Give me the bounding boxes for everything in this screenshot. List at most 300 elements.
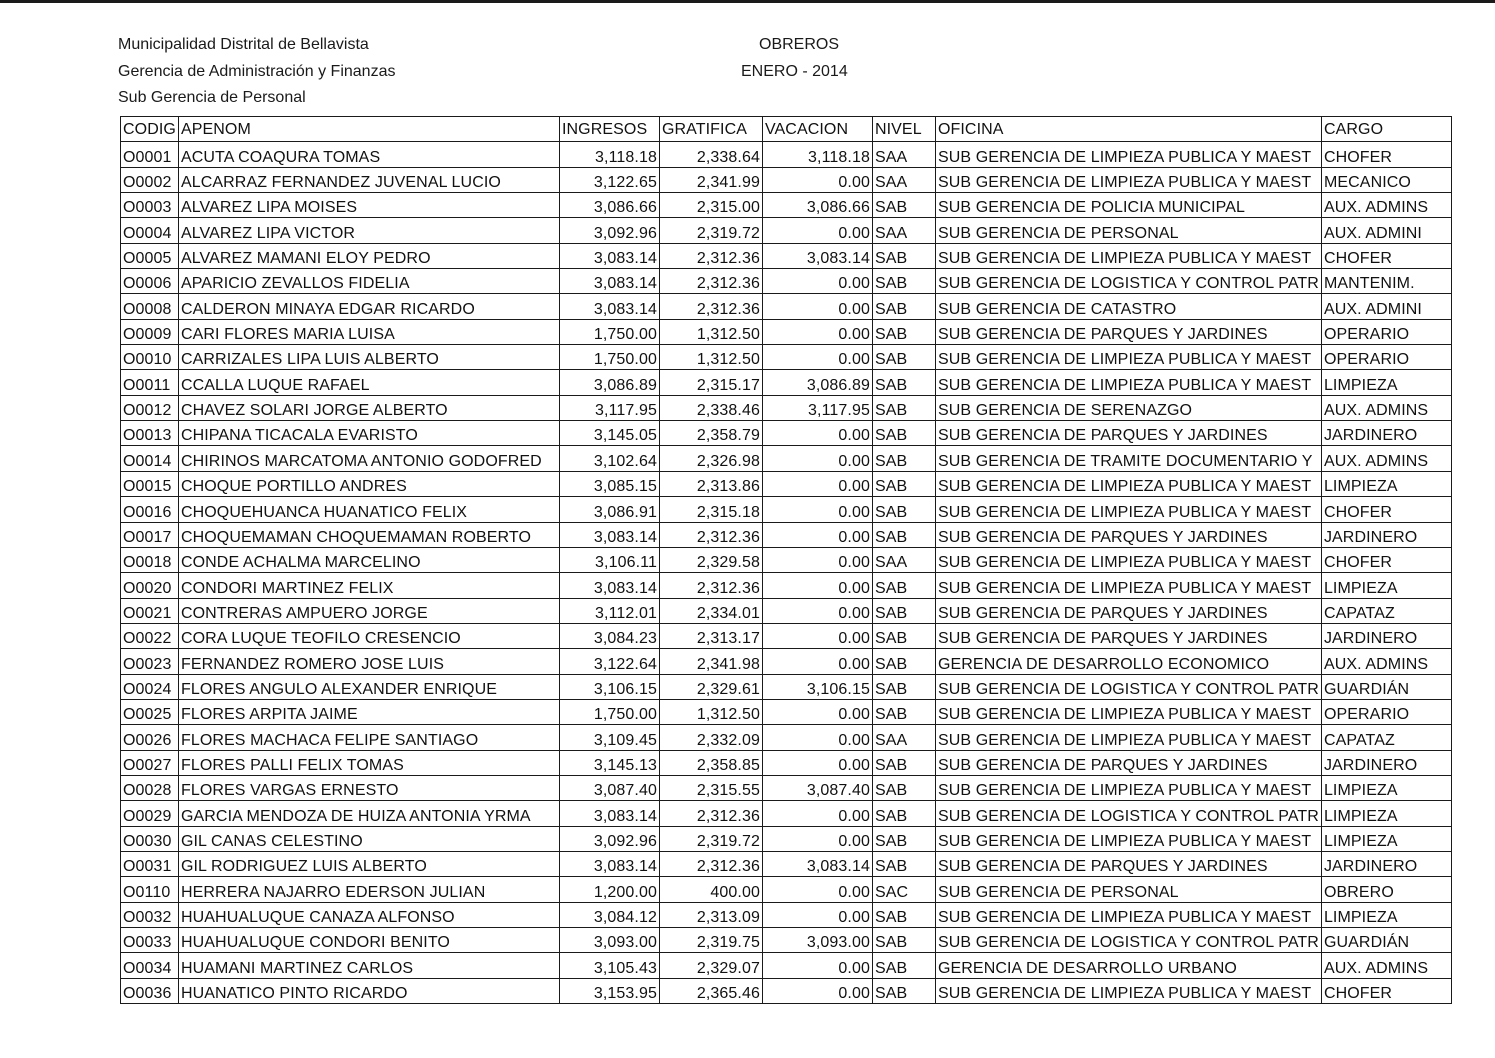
table-row <box>121 978 1452 1003</box>
cell-gratifica: 2,312.36 <box>659 573 762 598</box>
cell-gratifica: 2,312.36 <box>659 243 762 268</box>
cell-nivel: SAB <box>872 395 935 420</box>
cell-gratifica: 2,312.36 <box>659 522 762 547</box>
cell-gratifica: 2,313.17 <box>659 623 762 648</box>
cell-vacacion: 0.00 <box>762 902 872 927</box>
cell-apenom: ALVAREZ LIPA MOISES <box>178 193 559 218</box>
cell-ingresos: 3,086.89 <box>559 370 659 395</box>
cell-oficina: SUB GERENCIA DE LIMPIEZA PUBLICA Y MAEST <box>935 167 1321 192</box>
cell-nivel: SAB <box>872 801 935 826</box>
cell-nivel: SAB <box>872 370 935 395</box>
cell-codig: O0013 <box>121 421 179 446</box>
table-row <box>121 497 1452 522</box>
cell-nivel: SAB <box>872 193 935 218</box>
cell-ingresos: 1,200.00 <box>559 877 659 902</box>
cell-cargo: OBRERO <box>1321 877 1451 902</box>
cell-codig: O0016 <box>121 497 179 522</box>
cell-oficina: SUB GERENCIA DE LIMPIEZA PUBLICA Y MAEST <box>935 826 1321 851</box>
cell-cargo: JARDINERO <box>1321 623 1451 648</box>
cell-gratifica: 2,313.09 <box>659 902 762 927</box>
cell-nivel: SAB <box>872 573 935 598</box>
cell-cargo: AUX. ADMINI <box>1321 218 1451 243</box>
cell-gratifica: 2,319.72 <box>659 826 762 851</box>
cell-codig: O0012 <box>121 395 179 420</box>
cell-cargo: MANTENIM. <box>1321 269 1451 294</box>
cell-codig: O0018 <box>121 547 179 572</box>
cell-nivel: SAB <box>872 623 935 648</box>
cell-ingresos: 3,145.05 <box>559 421 659 446</box>
table-row <box>121 902 1452 927</box>
cell-codig: O0008 <box>121 294 179 319</box>
cell-codig: O0036 <box>121 978 179 1003</box>
cell-nivel: SAB <box>872 598 935 623</box>
cell-ingresos: 3,083.14 <box>559 851 659 876</box>
cell-nivel: SAB <box>872 345 935 370</box>
cell-apenom: HUAHUALUQUE CONDORI BENITO <box>178 928 559 953</box>
cell-cargo: AUX. ADMINS <box>1321 193 1451 218</box>
table-row <box>121 193 1452 218</box>
cell-nivel: SAA <box>872 218 935 243</box>
cell-cargo: CHOFER <box>1321 978 1451 1003</box>
table-row <box>121 801 1452 826</box>
cell-vacacion: 0.00 <box>762 421 872 446</box>
cell-apenom: HUANATICO PINTO RICARDO <box>178 978 559 1003</box>
cell-ingresos: 3,122.65 <box>559 167 659 192</box>
cell-gratifica: 2,329.07 <box>659 953 762 978</box>
cell-ingresos: 1,750.00 <box>559 319 659 344</box>
cell-oficina: SUB GERENCIA DE PARQUES Y JARDINES <box>935 598 1321 623</box>
cell-codig: O0011 <box>121 370 179 395</box>
cell-cargo: MECANICO <box>1321 167 1451 192</box>
cell-apenom: ALCARRAZ FERNANDEZ JUVENAL LUCIO <box>178 167 559 192</box>
column-header-vacacion: VACACION <box>762 117 872 142</box>
cell-gratifica: 2,358.85 <box>659 750 762 775</box>
column-header-oficina: OFICINA <box>935 117 1321 142</box>
cell-cargo: CHOFER <box>1321 243 1451 268</box>
report-period: ENERO - 2014 <box>741 63 848 80</box>
cell-codig: O0027 <box>121 750 179 775</box>
cell-vacacion: 3,086.89 <box>762 370 872 395</box>
cell-codig: O0024 <box>121 674 179 699</box>
cell-oficina: SUB GERENCIA DE LIMPIEZA PUBLICA Y MAEST <box>935 775 1321 800</box>
cell-codig: O0001 <box>121 142 179 167</box>
cell-apenom: CORA LUQUE TEOFILO CRESENCIO <box>178 623 559 648</box>
cell-apenom: GARCIA MENDOZA DE HUIZA ANTONIA YRMA <box>178 801 559 826</box>
cell-ingresos: 3,083.14 <box>559 801 659 826</box>
cell-vacacion: 0.00 <box>762 446 872 471</box>
cell-vacacion: 0.00 <box>762 319 872 344</box>
cell-codig: O0028 <box>121 775 179 800</box>
cell-ingresos: 3,083.14 <box>559 522 659 547</box>
cell-codig: O0021 <box>121 598 179 623</box>
table-row <box>121 573 1452 598</box>
cell-nivel: SAB <box>872 928 935 953</box>
cell-codig: O0034 <box>121 953 179 978</box>
cell-codig: O0014 <box>121 446 179 471</box>
cell-apenom: GIL CANAS CELESTINO <box>178 826 559 851</box>
cell-oficina: SUB GERENCIA DE LOGISTICA Y CONTROL PATR <box>935 269 1321 294</box>
cell-ingresos: 3,092.96 <box>559 826 659 851</box>
cell-nivel: SAB <box>872 649 935 674</box>
cell-codig: O0006 <box>121 269 179 294</box>
cell-oficina: SUB GERENCIA DE TRAMITE DOCUMENTARIO Y <box>935 446 1321 471</box>
cell-oficina: SUB GERENCIA DE LIMPIEZA PUBLICA Y MAEST <box>935 243 1321 268</box>
cell-codig: O0025 <box>121 699 179 724</box>
cell-cargo: JARDINERO <box>1321 522 1451 547</box>
cell-gratifica: 2,312.36 <box>659 294 762 319</box>
cell-nivel: SAC <box>872 877 935 902</box>
table-row <box>121 243 1452 268</box>
cell-ingresos: 3,092.96 <box>559 218 659 243</box>
top-border-line <box>0 0 1495 3</box>
column-header-nivel: NIVEL <box>872 117 935 142</box>
cell-ingresos: 3,086.91 <box>559 497 659 522</box>
cell-nivel: SAB <box>872 699 935 724</box>
table-row <box>121 167 1452 192</box>
cell-cargo: CAPATAZ <box>1321 598 1451 623</box>
cell-apenom: CHOQUE PORTILLO ANDRES <box>178 471 559 496</box>
cell-ingresos: 3,105.43 <box>559 953 659 978</box>
cell-gratifica: 2,334.01 <box>659 598 762 623</box>
table-row <box>121 953 1452 978</box>
cell-cargo: CAPATAZ <box>1321 725 1451 750</box>
cell-codig: O0004 <box>121 218 179 243</box>
cell-cargo: LIMPIEZA <box>1321 471 1451 496</box>
column-header-gratifica: GRATIFICA <box>659 117 762 142</box>
cell-oficina: SUB GERENCIA DE LOGISTICA Y CONTROL PATR <box>935 928 1321 953</box>
cell-codig: O0026 <box>121 725 179 750</box>
cell-gratifica: 2,319.75 <box>659 928 762 953</box>
cell-cargo: LIMPIEZA <box>1321 826 1451 851</box>
cell-gratifica: 1,312.50 <box>659 345 762 370</box>
cell-ingresos: 3,085.15 <box>559 471 659 496</box>
cell-cargo: LIMPIEZA <box>1321 370 1451 395</box>
cell-gratifica: 2,312.36 <box>659 269 762 294</box>
cell-apenom: FLORES ANGULO ALEXANDER ENRIQUE <box>178 674 559 699</box>
cell-cargo: JARDINERO <box>1321 851 1451 876</box>
cell-vacacion: 0.00 <box>762 750 872 775</box>
report-title: OBREROS <box>759 36 840 53</box>
cell-nivel: SAB <box>872 243 935 268</box>
cell-gratifica: 2,338.46 <box>659 395 762 420</box>
cell-vacacion: 0.00 <box>762 522 872 547</box>
table-row <box>121 598 1452 623</box>
cell-nivel: SAB <box>872 319 935 344</box>
cell-apenom: APARICIO ZEVALLOS FIDELIA <box>178 269 559 294</box>
cell-oficina: SUB GERENCIA DE PERSONAL <box>935 877 1321 902</box>
cell-apenom: ACUTA COAQURA TOMAS <box>178 142 559 167</box>
cell-vacacion: 3,083.14 <box>762 851 872 876</box>
cell-codig: O0032 <box>121 902 179 927</box>
cell-cargo: LIMPIEZA <box>1321 573 1451 598</box>
cell-gratifica: 2,329.61 <box>659 674 762 699</box>
cell-cargo: AUX. ADMINI <box>1321 294 1451 319</box>
cell-vacacion: 0.00 <box>762 978 872 1003</box>
cell-codig: O0029 <box>121 801 179 826</box>
cell-ingresos: 3,118.18 <box>559 142 659 167</box>
cell-apenom: FLORES PALLI FELIX TOMAS <box>178 750 559 775</box>
cell-oficina: SUB GERENCIA DE LIMPIEZA PUBLICA Y MAEST <box>935 497 1321 522</box>
cell-gratifica: 2,312.36 <box>659 801 762 826</box>
table-row <box>121 775 1452 800</box>
cell-vacacion: 3,086.66 <box>762 193 872 218</box>
cell-gratifica: 2,315.18 <box>659 497 762 522</box>
cell-vacacion: 0.00 <box>762 699 872 724</box>
cell-codig: O0003 <box>121 193 179 218</box>
cell-codig: O0015 <box>121 471 179 496</box>
column-header-ingresos: INGRESOS <box>559 117 659 142</box>
table-row <box>121 142 1452 167</box>
cell-apenom: CHOQUEMAMAN CHOQUEMAMAN ROBERTO <box>178 522 559 547</box>
cell-nivel: SAB <box>872 446 935 471</box>
cell-oficina: SUB GERENCIA DE SERENAZGO <box>935 395 1321 420</box>
cell-oficina: SUB GERENCIA DE LIMPIEZA PUBLICA Y MAEST <box>935 547 1321 572</box>
cell-codig: O0022 <box>121 623 179 648</box>
cell-oficina: SUB GERENCIA DE PERSONAL <box>935 218 1321 243</box>
cell-nivel: SAA <box>872 725 935 750</box>
cell-apenom: CARI FLORES MARIA LUISA <box>178 319 559 344</box>
cell-cargo: AUX. ADMINS <box>1321 649 1451 674</box>
cell-apenom: FLORES VARGAS ERNESTO <box>178 775 559 800</box>
cell-oficina: SUB GERENCIA DE PARQUES Y JARDINES <box>935 851 1321 876</box>
cell-nivel: SAB <box>872 775 935 800</box>
cell-gratifica: 400.00 <box>659 877 762 902</box>
cell-vacacion: 0.00 <box>762 826 872 851</box>
cell-cargo: CHOFER <box>1321 497 1451 522</box>
cell-apenom: HUAHUALUQUE CANAZA ALFONSO <box>178 902 559 927</box>
cell-nivel: SAA <box>872 167 935 192</box>
cell-vacacion: 0.00 <box>762 471 872 496</box>
cell-ingresos: 3,117.95 <box>559 395 659 420</box>
cell-nivel: SAA <box>872 142 935 167</box>
cell-vacacion: 3,087.40 <box>762 775 872 800</box>
cell-gratifica: 2,341.98 <box>659 649 762 674</box>
cell-apenom: CONDORI MARTINEZ FELIX <box>178 573 559 598</box>
cell-apenom: FLORES ARPITA JAIME <box>178 699 559 724</box>
cell-ingresos: 3,109.45 <box>559 725 659 750</box>
cell-vacacion: 0.00 <box>762 953 872 978</box>
table-row <box>121 547 1452 572</box>
table-row <box>121 218 1452 243</box>
table-row <box>121 725 1452 750</box>
cell-cargo: JARDINERO <box>1321 750 1451 775</box>
cell-oficina: SUB GERENCIA DE LIMPIEZA PUBLICA Y MAEST <box>935 902 1321 927</box>
cell-vacacion: 0.00 <box>762 725 872 750</box>
cell-codig: O0020 <box>121 573 179 598</box>
cell-apenom: FLORES MACHACA FELIPE SANTIAGO <box>178 725 559 750</box>
cell-vacacion: 0.00 <box>762 877 872 902</box>
cell-vacacion: 0.00 <box>762 269 872 294</box>
cell-cargo: LIMPIEZA <box>1321 902 1451 927</box>
table-row <box>121 269 1452 294</box>
cell-codig: O0017 <box>121 522 179 547</box>
table-row <box>121 345 1452 370</box>
department-name: Gerencia de Administración y Finanzas <box>118 63 396 80</box>
cell-cargo: OPERARIO <box>1321 699 1451 724</box>
cell-apenom: ALVAREZ MAMANI ELOY PEDRO <box>178 243 559 268</box>
cell-nivel: SAB <box>872 294 935 319</box>
table-row <box>121 928 1452 953</box>
cell-ingresos: 3,086.66 <box>559 193 659 218</box>
table-row <box>121 471 1452 496</box>
cell-ingresos: 3,083.14 <box>559 294 659 319</box>
cell-vacacion: 0.00 <box>762 649 872 674</box>
cell-vacacion: 0.00 <box>762 345 872 370</box>
cell-apenom: CARRIZALES LIPA LUIS ALBERTO <box>178 345 559 370</box>
cell-gratifica: 2,319.72 <box>659 218 762 243</box>
cell-vacacion: 3,106.15 <box>762 674 872 699</box>
cell-nivel: SAB <box>872 978 935 1003</box>
cell-oficina: SUB GERENCIA DE LIMPIEZA PUBLICA Y MAEST <box>935 978 1321 1003</box>
cell-oficina: SUB GERENCIA DE PARQUES Y JARDINES <box>935 421 1321 446</box>
cell-nivel: SAB <box>872 674 935 699</box>
cell-ingresos: 3,112.01 <box>559 598 659 623</box>
cell-gratifica: 1,312.50 <box>659 699 762 724</box>
cell-oficina: SUB GERENCIA DE LIMPIEZA PUBLICA Y MAEST <box>935 573 1321 598</box>
cell-nivel: SAB <box>872 497 935 522</box>
cell-vacacion: 0.00 <box>762 801 872 826</box>
cell-gratifica: 2,365.46 <box>659 978 762 1003</box>
cell-ingresos: 3,093.00 <box>559 928 659 953</box>
cell-vacacion: 3,117.95 <box>762 395 872 420</box>
cell-nivel: SAB <box>872 421 935 446</box>
cell-nivel: SAB <box>872 750 935 775</box>
cell-ingresos: 3,145.13 <box>559 750 659 775</box>
cell-apenom: FERNANDEZ ROMERO JOSE LUIS <box>178 649 559 674</box>
cell-vacacion: 0.00 <box>762 547 872 572</box>
table-row <box>121 522 1452 547</box>
cell-codig: O0031 <box>121 851 179 876</box>
cell-gratifica: 2,329.58 <box>659 547 762 572</box>
table-header-row <box>121 117 1452 142</box>
cell-vacacion: 0.00 <box>762 573 872 598</box>
cell-vacacion: 3,083.14 <box>762 243 872 268</box>
cell-cargo: JARDINERO <box>1321 421 1451 446</box>
cell-oficina: SUB GERENCIA DE POLICIA MUNICIPAL <box>935 193 1321 218</box>
cell-ingresos: 3,106.15 <box>559 674 659 699</box>
cell-codig: O0033 <box>121 928 179 953</box>
table-row <box>121 319 1452 344</box>
cell-codig: O0030 <box>121 826 179 851</box>
cell-ingresos: 3,153.95 <box>559 978 659 1003</box>
cell-gratifica: 2,341.99 <box>659 167 762 192</box>
table-row <box>121 699 1452 724</box>
cell-gratifica: 2,326.98 <box>659 446 762 471</box>
cell-cargo: CHOFER <box>1321 547 1451 572</box>
cell-oficina: SUB GERENCIA DE LOGISTICA Y CONTROL PATR <box>935 801 1321 826</box>
table-row <box>121 421 1452 446</box>
cell-oficina: SUB GERENCIA DE LIMPIEZA PUBLICA Y MAEST <box>935 699 1321 724</box>
cell-ingresos: 3,102.64 <box>559 446 659 471</box>
cell-cargo: OPERARIO <box>1321 345 1451 370</box>
cell-nivel: SAB <box>872 269 935 294</box>
cell-apenom: HUAMANI MARTINEZ CARLOS <box>178 953 559 978</box>
sub-department-name: Sub Gerencia de Personal <box>118 89 306 106</box>
cell-ingresos: 3,087.40 <box>559 775 659 800</box>
cell-cargo: LIMPIEZA <box>1321 801 1451 826</box>
cell-nivel: SAB <box>872 953 935 978</box>
cell-gratifica: 2,315.17 <box>659 370 762 395</box>
cell-nivel: SAB <box>872 826 935 851</box>
cell-oficina: SUB GERENCIA DE PARQUES Y JARDINES <box>935 522 1321 547</box>
cell-oficina: GERENCIA DE DESARROLLO ECONOMICO <box>935 649 1321 674</box>
cell-ingresos: 3,106.11 <box>559 547 659 572</box>
cell-ingresos: 3,083.14 <box>559 269 659 294</box>
cell-ingresos: 3,084.12 <box>559 902 659 927</box>
table-row <box>121 395 1452 420</box>
cell-codig: O0002 <box>121 167 179 192</box>
cell-cargo: GUARDIÁN <box>1321 674 1451 699</box>
cell-gratifica: 2,312.36 <box>659 851 762 876</box>
table-row <box>121 623 1452 648</box>
cell-oficina: SUB GERENCIA DE LIMPIEZA PUBLICA Y MAEST <box>935 370 1321 395</box>
cell-apenom: ALVAREZ LIPA VICTOR <box>178 218 559 243</box>
cell-cargo: LIMPIEZA <box>1321 775 1451 800</box>
table-row <box>121 826 1452 851</box>
cell-apenom: CHIPANA TICACALA EVARISTO <box>178 421 559 446</box>
cell-vacacion: 0.00 <box>762 218 872 243</box>
table-row <box>121 446 1452 471</box>
cell-oficina: SUB GERENCIA DE LOGISTICA Y CONTROL PATR <box>935 674 1321 699</box>
cell-vacacion: 0.00 <box>762 598 872 623</box>
cell-apenom: CHOQUEHUANCA HUANATICO FELIX <box>178 497 559 522</box>
cell-apenom: CCALLA LUQUE RAFAEL <box>178 370 559 395</box>
cell-ingresos: 1,750.00 <box>559 345 659 370</box>
cell-ingresos: 3,083.14 <box>559 573 659 598</box>
cell-cargo: AUX. ADMINS <box>1321 953 1451 978</box>
cell-nivel: SAB <box>872 851 935 876</box>
cell-cargo: OPERARIO <box>1321 319 1451 344</box>
cell-apenom: HERRERA NAJARRO EDERSON JULIAN <box>178 877 559 902</box>
table-row <box>121 294 1452 319</box>
cell-gratifica: 2,358.79 <box>659 421 762 446</box>
cell-ingresos: 1,750.00 <box>559 699 659 724</box>
cell-apenom: CHAVEZ SOLARI JORGE ALBERTO <box>178 395 559 420</box>
cell-cargo: AUX. ADMINS <box>1321 395 1451 420</box>
cell-oficina: SUB GERENCIA DE CATASTRO <box>935 294 1321 319</box>
cell-oficina: SUB GERENCIA DE LIMPIEZA PUBLICA Y MAEST <box>935 345 1321 370</box>
cell-cargo: CHOFER <box>1321 142 1451 167</box>
cell-oficina: SUB GERENCIA DE LIMPIEZA PUBLICA Y MAEST <box>935 142 1321 167</box>
organization-name: Municipalidad Distrital de Bellavista <box>118 36 369 53</box>
cell-gratifica: 2,315.00 <box>659 193 762 218</box>
cell-ingresos: 3,083.14 <box>559 243 659 268</box>
cell-nivel: SAA <box>872 547 935 572</box>
cell-oficina: SUB GERENCIA DE PARQUES Y JARDINES <box>935 319 1321 344</box>
table-row <box>121 750 1452 775</box>
cell-apenom: CALDERON MINAYA EDGAR RICARDO <box>178 294 559 319</box>
cell-oficina: SUB GERENCIA DE PARQUES Y JARDINES <box>935 623 1321 648</box>
cell-codig: O0010 <box>121 345 179 370</box>
table-row <box>121 649 1452 674</box>
cell-apenom: CONDE ACHALMA MARCELINO <box>178 547 559 572</box>
cell-oficina: SUB GERENCIA DE LIMPIEZA PUBLICA Y MAEST <box>935 471 1321 496</box>
cell-gratifica: 1,312.50 <box>659 319 762 344</box>
cell-vacacion: 3,093.00 <box>762 928 872 953</box>
table-row <box>121 370 1452 395</box>
cell-oficina: SUB GERENCIA DE LIMPIEZA PUBLICA Y MAEST <box>935 725 1321 750</box>
cell-vacacion: 0.00 <box>762 497 872 522</box>
cell-apenom: CONTRERAS AMPUERO JORGE <box>178 598 559 623</box>
cell-gratifica: 2,338.64 <box>659 142 762 167</box>
table-row <box>121 851 1452 876</box>
cell-oficina: SUB GERENCIA DE PARQUES Y JARDINES <box>935 750 1321 775</box>
cell-cargo: AUX. ADMINS <box>1321 446 1451 471</box>
cell-vacacion: 3,118.18 <box>762 142 872 167</box>
cell-vacacion: 0.00 <box>762 167 872 192</box>
table-row <box>121 674 1452 699</box>
cell-vacacion: 0.00 <box>762 294 872 319</box>
